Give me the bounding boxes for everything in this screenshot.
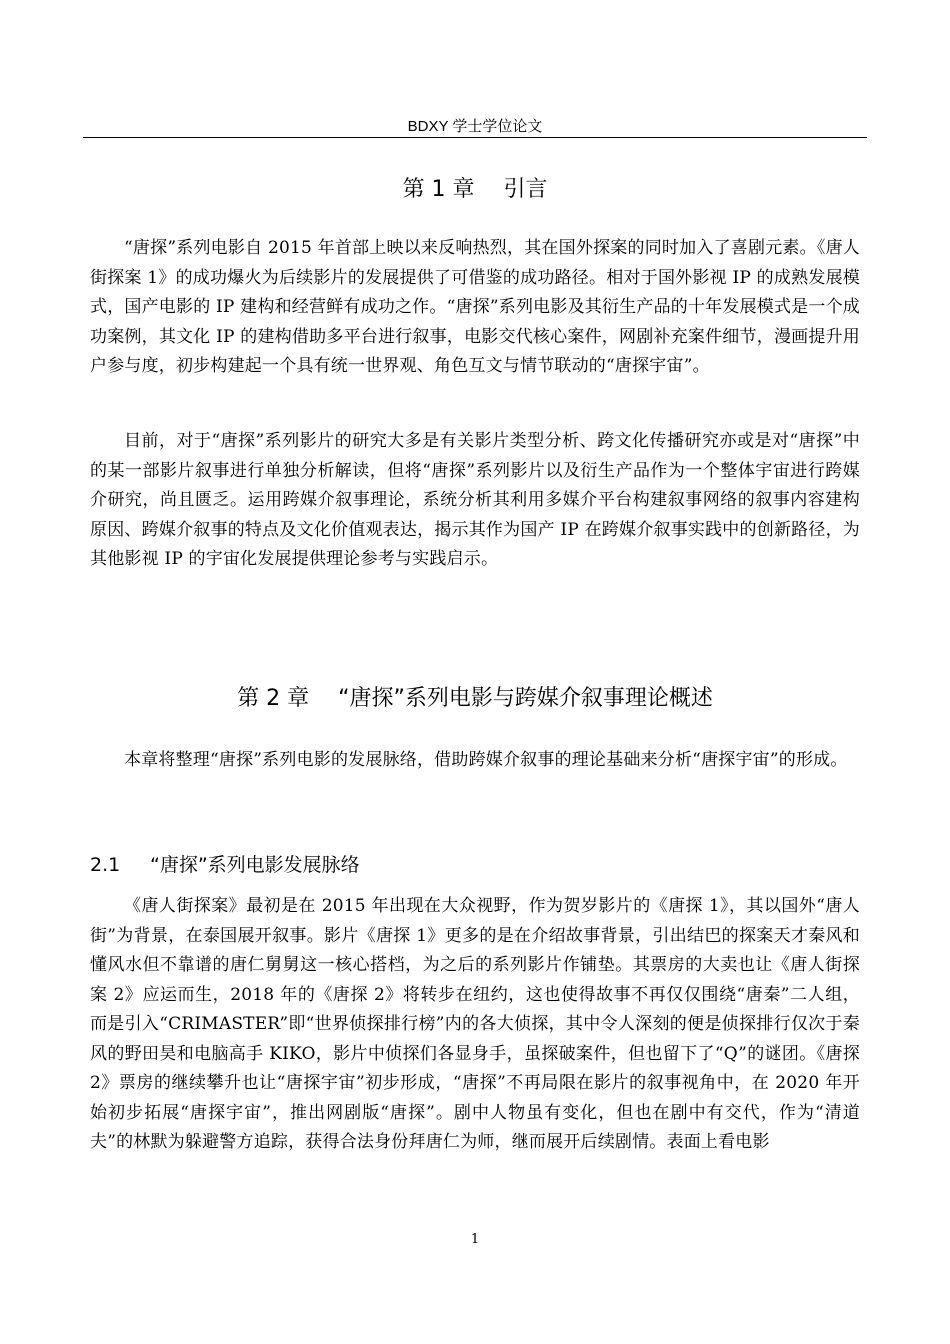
- header-rule: [83, 137, 867, 138]
- section-title-text: “唐探”系列电影发展脉络: [150, 854, 360, 876]
- running-header: BDXY 学士学位论文: [407, 118, 543, 135]
- chapter-1-paragraph-1: “唐探”系列电影自 2015 年首部上映以来反响热烈，其在国外探案的同时加入了喜剧元素。《唐人街探案 1》的成功爆火为后续影片的发展提供了可借鉴的成功路径。相对于国外影视 IP 的成熟发展模式，国产电影的 IP 建构和经营鲜有成功之作。“唐探”系列电影及其衍生产品的十年发展模式是一个成功案例，其文化 IP 的建构借助多平台进行叙事，电影交代核心案件，网剧补充案件细节，漫画提升用户参与度，初步构建起一个具有统一世界观、角色互文与情节联动的“唐探宇宙”。: [90, 238, 860, 376]
- section-number: 2.1: [90, 854, 121, 876]
- section-2-1-heading: [90, 852, 360, 878]
- chapter-1-title: 第 1 章 引言: [402, 177, 548, 202]
- chapter-2-intro-paragraph: 本章将整理“唐探”系列电影的发展脉络，借助跨媒介叙事的理论基础来分析“唐探宇宙”的形成。: [124, 750, 848, 770]
- section-2-1-paragraph: 《唐人街探案》最初是在 2015 年出现在大众视野，作为贺岁影片的《唐探 1》，其以国外“唐人街”为背景，在泰国展开叙事。影片《唐探 1》更多的是在介绍故事背景，引出结巴的探案天才秦风和懂风水但不靠谱的唐仁舅舅这一核心搭档，为之后的系列影片作铺垫。其票房的大卖也让《唐人街探案 2》应运而生，2018 年的《唐探 2》将转步在纽约，这也使得故事不再仅仅围绕“唐秦”二人组，而是引入“CRIMASTER”即“世界侦探排行榜”内的各大侦探，其中令人深刻的便是侦探排行仅次于秦风的野田昊和电脑高手 KIKO，影片中侦探们各显身手，虽探破案件，但也留下了“Q”的谜团。《唐探 2》票房的继续攀升也让“唐探宇宙”初步形成，“唐探”不再局限在影片的叙事视角中，在 2020 年开始初步拓展“唐探宇宙”，推出网剧版“唐探”。剧中人物虽有变化，但也在剧中有交代，作为“清道夫”的林默为躲避警方追踪，获得合法身份拜唐仁为师，继而展开后续剧情。表面上看电影: [90, 896, 860, 1152]
- chapter-1-paragraph-2: 目前，对于“唐探”系列影片的研究大多是有关影片类型分析、跨文化传播研究亦或是对“唐探”中的某一部影片叙事进行单独分析解读，但将“唐探”系列影片以及衍生产品作为一个整体宇宙进行跨媒介研究，尚且匮乏。运用跨媒介叙事理论，系统分析其利用多媒介平台构建叙事网络的叙事内容建构原因、跨媒介叙事的特点及文化价值观表达，揭示其作为国产 IP 在跨媒介叙事实践中的创新路径，为其他影视 IP 的宇宙化发展提供理论参考与实践启示。: [90, 431, 860, 569]
- chapter-2-title: 第 2 章 “唐探”系列电影与跨媒介叙事理论概述: [237, 686, 713, 711]
- page-number: 1: [470, 1232, 480, 1247]
